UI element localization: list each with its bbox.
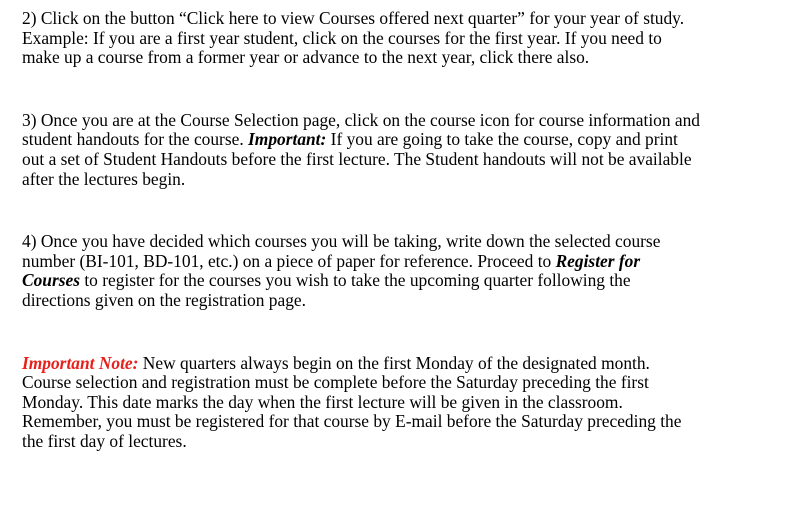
note-line-1 <box>22 354 787 374</box>
step-4-line-3 <box>22 271 787 291</box>
step-3-line-3: out a set of Student Handouts before the first lecture. The Student handouts will not be available <box>22 148 692 169</box>
register-for-courses-text-part-2: Courses <box>22 270 80 291</box>
step-3-line-4: after the lectures begin. <box>22 168 186 189</box>
step-4-line-2 <box>22 252 787 272</box>
note-line-3: Monday. This date marks the day when the first lecture will be given in the classroom. <box>22 391 623 412</box>
step-4-line-2-start: number (BI-101, BD-101, etc.) on a piece of paper for reference. Proceed to <box>22 250 556 271</box>
step-2-line-1: 2) Click on the button “Click here to view Courses offered next quarter” for your year of study. <box>22 8 685 28</box>
step-2-line-3: make up a course from a former year or advance to the next year, click there also. <box>22 47 590 68</box>
step-2-paragraph <box>22 9 787 68</box>
step-3-line-2-start: student handouts for the course. <box>22 129 249 150</box>
step-4-line-3-end: to register for the courses you wish to take the upcoming quarter following the <box>80 270 631 291</box>
note-line-4: Remember, you must be registered for that course by E-mail before the Saturday preceding the <box>22 411 682 432</box>
step-3-line-1: 3) Once you are at the Course Selection page, click on the course icon for course information and <box>22 109 700 130</box>
note-line-1-end: New quarters always begin on the first Monday of the designated month. <box>138 352 650 373</box>
document-body <box>22 9 787 452</box>
step-2-line-2: Example: If you are a first year student, click on the courses for the first year. If you need to <box>22 27 662 48</box>
step-4-line-1: 4) Once you have decided which courses you will be taking, write down the selected course <box>22 231 661 252</box>
step-4-line-4: directions given on the registration page. <box>22 289 306 310</box>
register-for-courses-text-part-1: Register for <box>555 250 641 271</box>
important-label: Important: <box>248 129 327 150</box>
step-3-line-2-end: If you are going to take the course, copy and print <box>326 129 678 150</box>
note-line-5: the first day of lectures. <box>22 430 187 451</box>
step-3-paragraph <box>22 111 787 189</box>
step-3-line-2 <box>22 130 787 150</box>
important-note-label: Important Note: <box>22 352 139 373</box>
step-4-paragraph <box>22 232 787 310</box>
note-line-2: Course selection and registration must be complete before the Saturday preceding the first <box>22 372 649 393</box>
important-note-paragraph <box>22 354 787 452</box>
